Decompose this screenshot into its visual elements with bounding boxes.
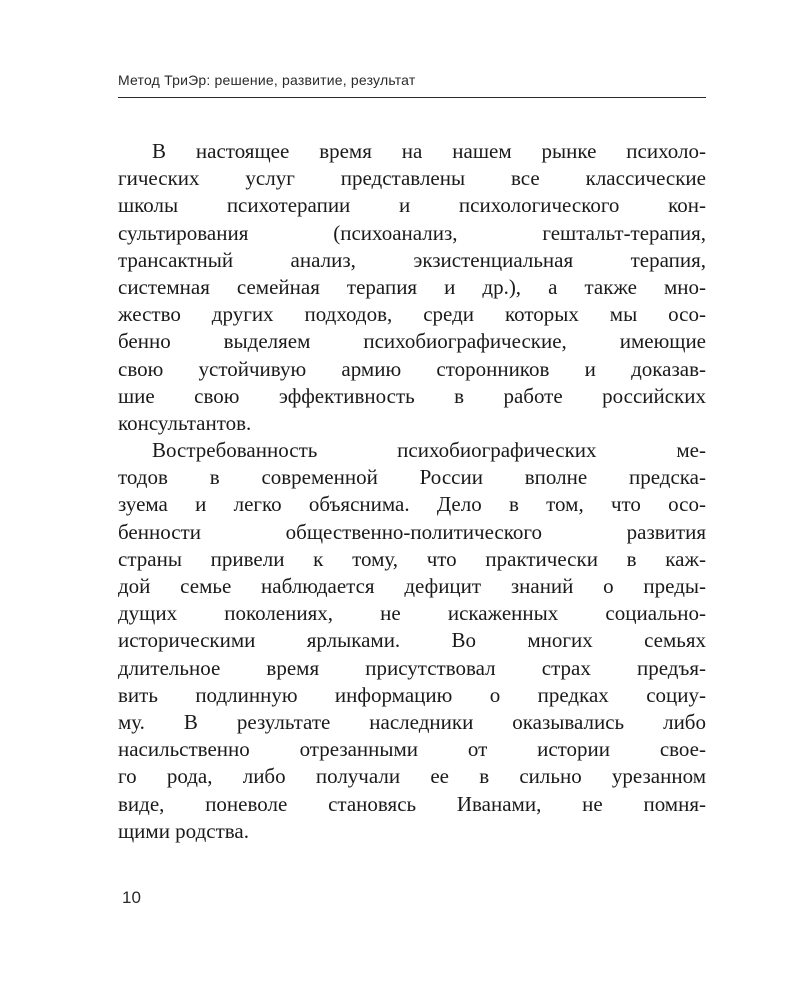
text-line: длительное время присутствовал страх предъя- <box>118 655 706 680</box>
text-line: щими родства. <box>118 818 249 843</box>
page-number: 10 <box>122 888 141 907</box>
text-line: му. В результате наследники оказывались либо <box>118 709 706 734</box>
text-line: свою устойчивую армию сторонников и доказав- <box>118 356 706 381</box>
paragraph-2 <box>118 437 706 845</box>
text-line: В настоящее время на нашем рынке психоло- <box>152 139 706 163</box>
text-line: шие свою эффективность в работе российских <box>118 383 706 408</box>
text-line: дущих поколениях, не искаженных социально- <box>118 601 706 626</box>
text-line: жество других подходов, среди которых мы осо- <box>118 302 706 327</box>
body-text <box>118 138 706 845</box>
text-line: тодов в современной России вполне предска- <box>118 465 706 490</box>
text-line: го рода, либо получали ее в сильно урезанном <box>118 764 706 789</box>
text-line: вить подлинную информацию о предках социу- <box>118 682 706 707</box>
running-header: Метод ТриЭр: решение, развитие, результат <box>118 72 416 88</box>
text-line: насильственно отрезанными от истории свое- <box>118 737 706 762</box>
text-line: историческими ярлыками. Во многих семьях <box>118 628 706 653</box>
text-line: гических услуг представлены все классические <box>118 166 706 191</box>
text-line: Востребованность психобиографических ме- <box>152 438 706 463</box>
text-line: бенно выделяем психобиографические, имеющие <box>118 329 706 354</box>
text-line: консультантов. <box>118 410 252 435</box>
text-line: школы психотерапии и психологического кон- <box>118 193 706 218</box>
text-line: зуема и легко объяснима. Дело в том, что осо- <box>118 492 706 517</box>
text-line: трансактный анализ, экзистенциальная терапия, <box>118 247 706 272</box>
text-line: бенности общественно-политического развития <box>118 519 706 544</box>
text-line: системная семейная терапия и др.), а также мно- <box>118 274 706 299</box>
text-line: дой семье наблюдается дефицит знаний о преды- <box>118 574 706 598</box>
text-line: виде, поневоле становясь Иванами, не помня- <box>118 791 706 816</box>
paragraph-1 <box>118 138 706 437</box>
header-divider <box>118 97 706 98</box>
text-line: сультирования (психоанализ, гештальт-терапия, <box>118 220 706 245</box>
text-line: страны привели к тому, что практически в каж- <box>118 546 706 571</box>
